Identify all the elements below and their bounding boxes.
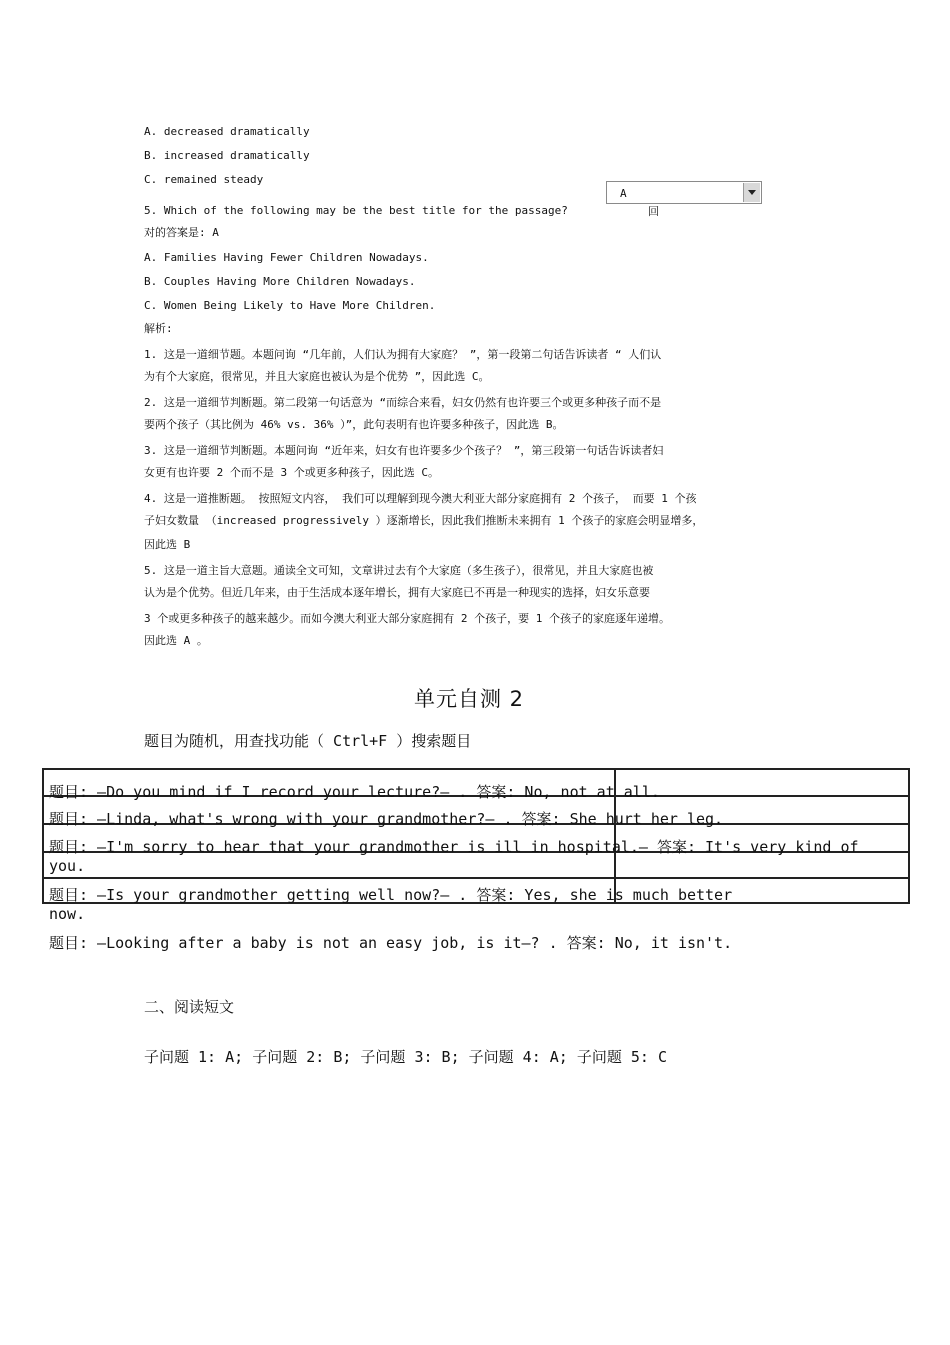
qa-row-continuation: now.	[49, 905, 86, 923]
qa-row-continuation: you.	[49, 857, 86, 875]
analysis-line: 因此选 B	[144, 538, 191, 551]
q5-option-c: C. Women Being Likely to Have More Children.	[144, 299, 436, 312]
table-border	[42, 877, 910, 879]
analysis-line: 为有个大家庭，很常见，并且大家庭也被认为是个优势 ”，因此选 C。	[144, 370, 490, 383]
chevron-down-icon[interactable]	[743, 183, 760, 202]
unit-title: 单元自测 2	[414, 687, 525, 711]
qa-row: 题目: —Linda, what's wrong with your grandmother?— . 答案: She hurt her leg.	[49, 810, 724, 828]
analysis-line: 要两个孩子（其比例为 46% vs. 36% ）”，此句表明有也许要多种孩子，因此选 B。	[144, 418, 564, 431]
analysis-line: 5. 这是一道主旨大意题。通读全文可知，文章讲过去有个大家庭（多生孩子），很常见，并且大家庭也被	[144, 564, 654, 577]
q5-trailing-char: 回	[648, 205, 659, 218]
search-hint: 题目为随机，用查找功能（ Ctrl+F ）搜索题目	[144, 732, 472, 750]
qa-row: 题目: —Looking after a baby is not an easy job, is it—? . 答案: No, it isn't.	[49, 934, 733, 952]
qa-row: 题目: —Do you mind if I record your lecture?— . 答案: No, not at all.	[49, 783, 660, 801]
analysis-line: 认为是个优势。但近几年来，由于生活成本逐年增长，拥有大家庭已不再是一种现实的选择，妇女乐意要	[144, 586, 650, 599]
qa-row: 题目: —Is your grandmother getting well now?— . 答案: Yes, she is much better	[49, 886, 733, 904]
q5-answer-line: 对的答案是: A	[144, 226, 219, 239]
q4-option-a: A. decreased dramatically	[144, 125, 310, 138]
analysis-line: 2. 这是一道细节判断题。第二段第一句话意为 “而综合来看，妇女仍然有也许要三个或更多种孩子而不是	[144, 396, 662, 409]
analysis-line: 子妇女数量 （increased progressively ）逐渐增长，因此我们推断未来拥有 1 个孩子的家庭会明显增多，	[144, 514, 704, 527]
analysis-line: 女更有也许要 2 个而不是 3 个或更多种孩子，因此选 C。	[144, 466, 439, 479]
q5-question: 5. Which of the following may be the best title for the passage?	[144, 204, 568, 217]
table-border	[908, 768, 910, 902]
q5-option-b: B. Couples Having More Children Nowadays.	[144, 275, 416, 288]
analysis-line: 3 个或更多种孩子的越来越少。而如今澳大利亚大部分家庭拥有 2 个孩子，要 1 个孩子的家庭逐年递增。	[144, 612, 670, 625]
q5-answer-select[interactable]	[606, 181, 762, 204]
qa-row: 题目: —I'm sorry to hear that your grandmother is ill in hospital.— 答案: It's very kind of	[49, 838, 859, 856]
analysis-line: 4. 这是一道推断题。 按照短文内容， 我们可以理解到现今澳大利亚大部分家庭拥有 2 个孩子， 而要 1 个孩	[144, 492, 697, 505]
analysis-label: 解析:	[144, 322, 173, 335]
section2-title: 二、阅读短文	[144, 998, 235, 1016]
analysis-line: 1. 这是一道细节题。本题问询 “几年前，人们认为拥有大家庭？ ”，第一段第二句话告诉读者 “ 人们认	[144, 348, 662, 361]
table-border	[42, 768, 910, 770]
table-border	[42, 768, 44, 902]
analysis-line: 因此选 A 。	[144, 634, 208, 647]
q5-selected-value: A	[620, 187, 627, 200]
q5-option-a: A. Families Having Fewer Children Nowadays.	[144, 251, 429, 264]
q4-option-c: C. remained steady	[144, 173, 264, 186]
analysis-line: 3. 这是一道细节判断题。本题问询 “近年来，妇女有也许要多少个孩子？ ”，第三段第一句话告诉读者妇	[144, 444, 664, 457]
section2-answers: 子问题 1: A; 子问题 2: B; 子问题 3: B; 子问题 4: A; 子问题 5: C	[144, 1048, 668, 1066]
q4-option-b: B. increased dramatically	[144, 149, 310, 162]
